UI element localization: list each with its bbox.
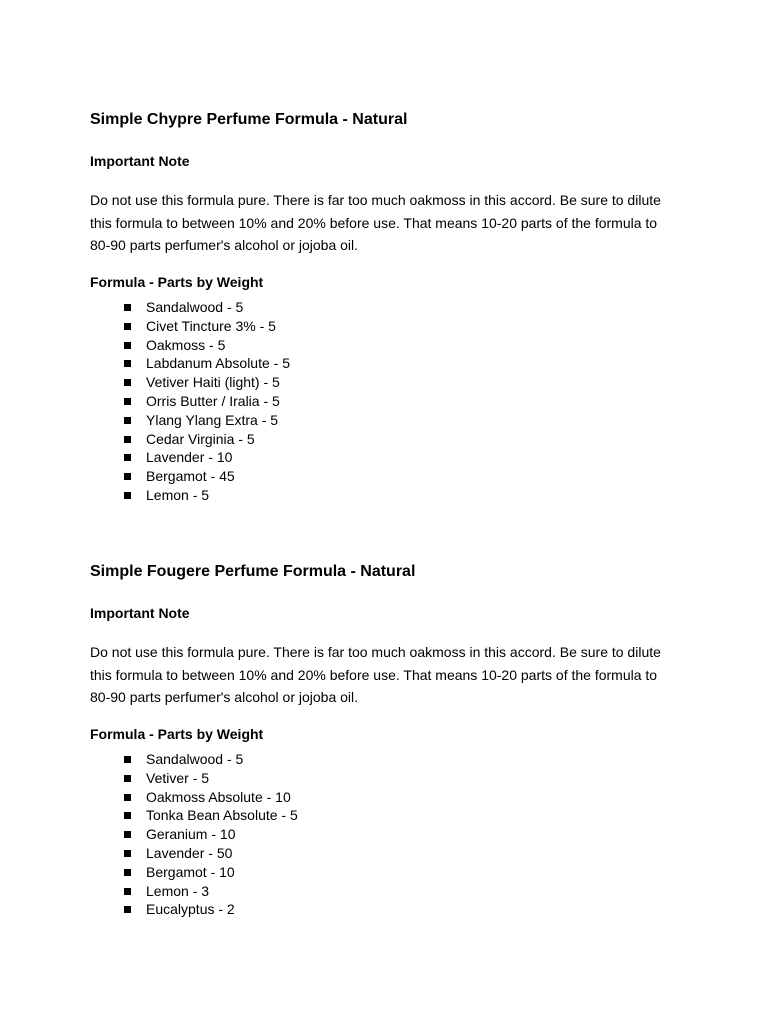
list-item <box>122 882 298 901</box>
bullet-icon <box>124 379 131 386</box>
note-line: Do not use this formula pure. There is far too much oakmoss in this accord. Be sure to dilute <box>90 192 661 208</box>
bullet-icon <box>124 417 131 424</box>
ingredient-text: Oakmoss - 5 <box>146 336 226 353</box>
formula-heading: Formula - Parts by Weight <box>90 274 264 290</box>
bullet-icon <box>124 436 131 443</box>
important-note-text <box>90 189 670 257</box>
note-line: 80-90 parts perfumer's alcohol or jojoba oil. <box>90 237 359 253</box>
note-line: 80-90 parts perfumer's alcohol or jojoba oil. <box>90 689 359 705</box>
ingredient-text: Tonka Bean Absolute - 5 <box>146 807 298 824</box>
important-note-text <box>90 641 670 709</box>
note-line: this formula to between 10% and 20% before use. That means 10-20 parts of the formula to <box>90 214 658 231</box>
list-item <box>122 298 290 317</box>
list-item <box>122 317 290 336</box>
chypre-formula-section <box>90 110 690 503</box>
ingredient-text: Lavender - 10 <box>146 449 233 466</box>
ingredient-text: Vetiver Haiti (light) - 5 <box>146 374 280 391</box>
ingredient-text: Vetiver - 5 <box>146 769 210 786</box>
formula-heading: Formula - Parts by Weight <box>90 726 264 742</box>
list-item <box>122 788 298 807</box>
bullet-icon <box>124 304 131 311</box>
bullet-icon <box>124 775 131 782</box>
bullet-icon <box>124 869 131 876</box>
ingredient-list <box>122 298 290 505</box>
list-item <box>122 825 298 844</box>
ingredient-text: Lemon - 5 <box>146 486 210 503</box>
bullet-icon <box>124 473 131 480</box>
bullet-icon <box>124 323 131 330</box>
ingredient-text: Bergamot - 10 <box>146 863 235 880</box>
list-item <box>122 373 290 392</box>
list-item <box>122 769 298 788</box>
bullet-icon <box>124 831 131 838</box>
bullet-icon <box>124 756 131 763</box>
ingredient-text: Lavender - 50 <box>146 844 233 861</box>
ingredient-text: Eucalyptus - 2 <box>146 901 235 918</box>
ingredient-list <box>122 750 298 919</box>
list-item <box>122 336 290 355</box>
ingredient-text: Labdanum Absolute - 5 <box>146 355 290 372</box>
list-item <box>122 392 290 411</box>
list-item <box>122 354 290 373</box>
important-note-heading: Important Note <box>90 605 190 621</box>
bullet-icon <box>124 398 131 405</box>
ingredient-text: Oakmoss Absolute - 10 <box>146 788 291 805</box>
list-item <box>122 486 290 505</box>
bullet-icon <box>124 342 131 349</box>
list-item <box>122 806 298 825</box>
section-title: Simple Chypre Perfume Formula - Natural <box>90 111 408 128</box>
list-item <box>122 467 290 486</box>
list-item <box>122 750 298 769</box>
list-item <box>122 411 290 430</box>
bullet-icon <box>124 812 131 819</box>
ingredient-text: Ylang Ylang Extra - 5 <box>146 411 279 428</box>
ingredient-text: Sandalwood - 5 <box>146 299 244 315</box>
note-line: Do not use this formula pure. There is far too much oakmoss in this accord. Be sure to dilute <box>90 644 661 660</box>
important-note-heading: Important Note <box>90 153 190 169</box>
bullet-icon <box>124 360 131 367</box>
bullet-icon <box>124 906 131 913</box>
list-item <box>122 863 298 882</box>
ingredient-text: Sandalwood - 5 <box>146 751 244 767</box>
list-item <box>122 430 290 449</box>
list-item <box>122 844 298 863</box>
list-item <box>122 448 290 467</box>
ingredient-text: Civet Tincture 3% - 5 <box>146 317 276 334</box>
ingredient-text: Lemon - 3 <box>146 882 210 899</box>
ingredient-text: Geranium - 10 <box>146 826 236 843</box>
bullet-icon <box>124 492 131 499</box>
bullet-icon <box>124 454 131 461</box>
bullet-icon <box>124 888 131 895</box>
section-title: Simple Fougere Perfume Formula - Natural <box>90 563 416 580</box>
bullet-icon <box>124 794 131 801</box>
ingredient-text: Bergamot - 45 <box>146 468 235 485</box>
list-item <box>122 900 298 919</box>
fougere-formula-section <box>90 562 690 918</box>
ingredient-text: Orris Butter / Iralia - 5 <box>146 392 280 409</box>
note-line: this formula to between 10% and 20% before use. That means 10-20 parts of the formula to <box>90 666 658 683</box>
ingredient-text: Cedar Virginia - 5 <box>146 430 255 447</box>
bullet-icon <box>124 850 131 857</box>
